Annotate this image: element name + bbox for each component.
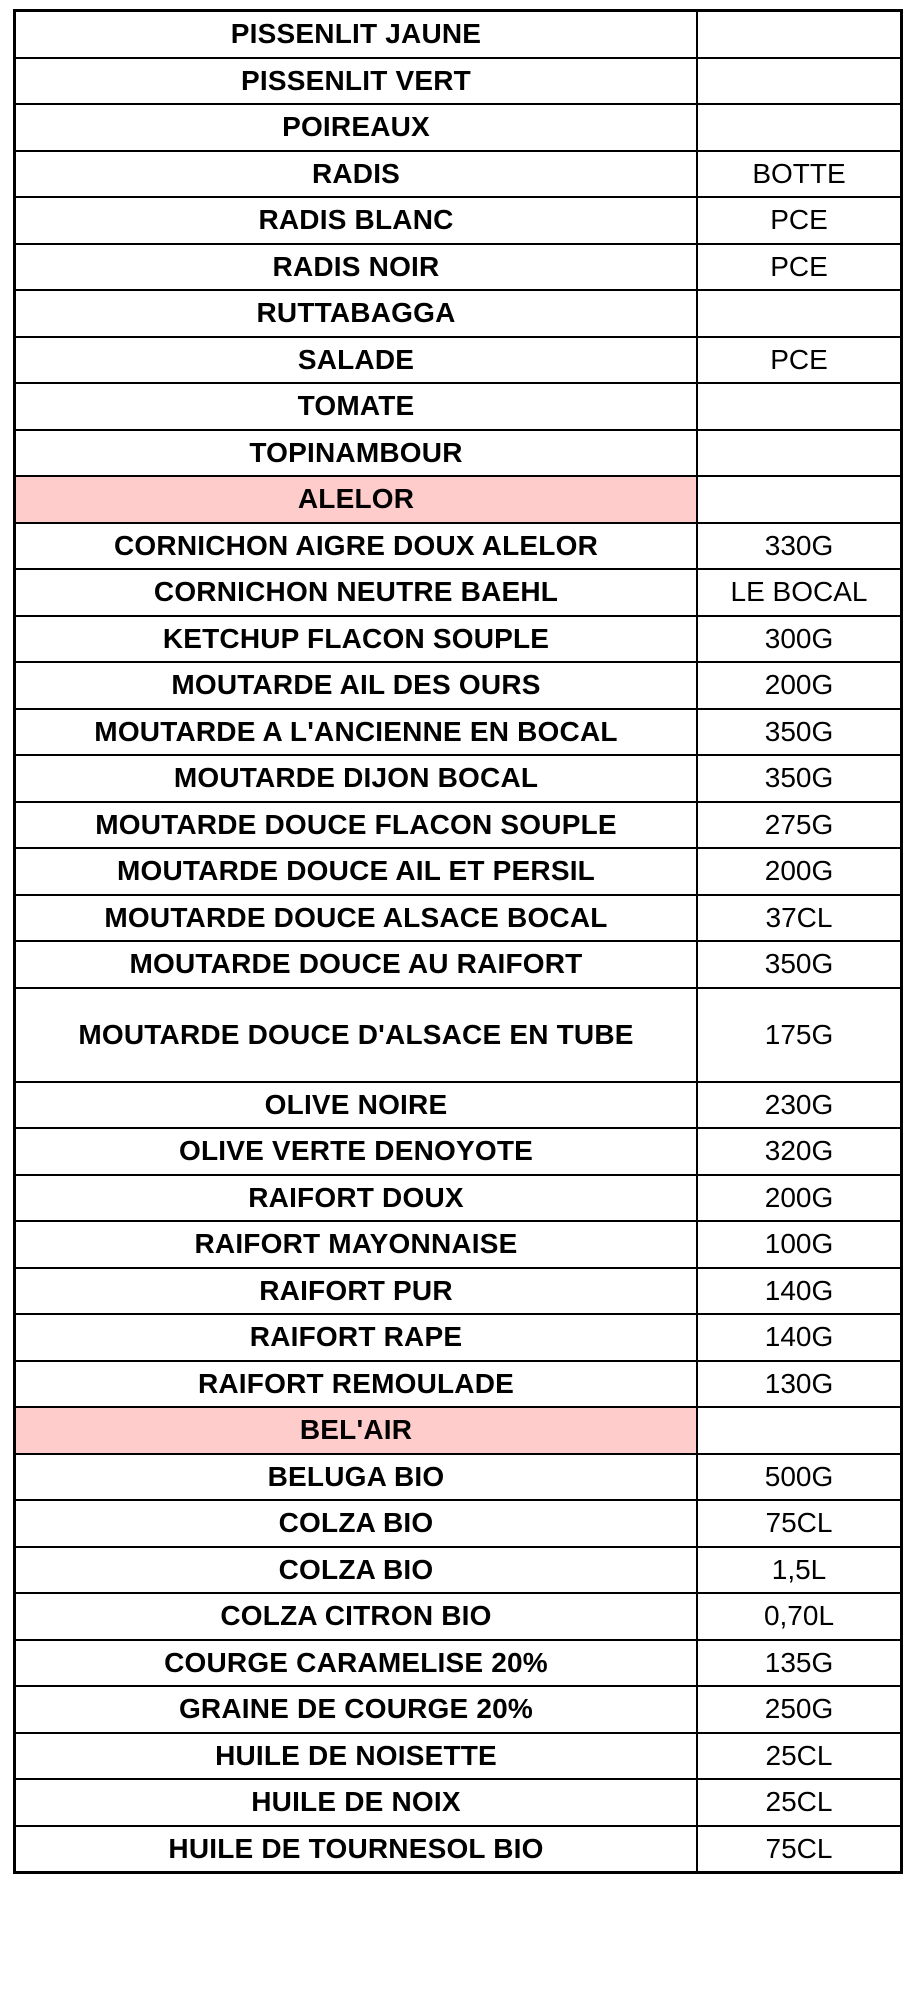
table-row [15,662,902,709]
product-name-cell[interactable]: TOPINAMBOUR [15,430,698,477]
product-name-cell[interactable]: RADIS NOIR [15,244,698,291]
table-row [15,383,902,430]
unit-cell[interactable]: 350G [697,755,902,802]
unit-cell[interactable] [697,104,902,151]
unit-cell[interactable]: 200G [697,1175,902,1222]
unit-cell[interactable]: 320G [697,1128,902,1175]
product-name-cell[interactable]: RAIFORT REMOULADE [15,1361,698,1408]
table-row [15,616,902,663]
product-table-body [15,11,902,1873]
table-row [15,1547,902,1594]
product-name-cell[interactable]: SALADE [15,337,698,384]
section-header-row [15,1407,902,1454]
product-name-cell[interactable]: COLZA BIO [15,1500,698,1547]
product-name-cell[interactable]: MOUTARDE DOUCE AIL ET PERSIL [15,848,698,895]
unit-cell[interactable]: 175G [697,988,902,1082]
section-title[interactable]: ALELOR [15,476,698,523]
table-row [15,1454,902,1501]
product-name-cell[interactable]: RUTTABAGGA [15,290,698,337]
product-name-cell[interactable]: MOUTARDE DOUCE FLACON SOUPLE [15,802,698,849]
product-name-cell[interactable]: MOUTARDE DOUCE D'ALSACE EN TUBE [15,988,698,1082]
product-name-cell[interactable]: HUILE DE NOIX [15,1779,698,1826]
product-name-cell[interactable]: MOUTARDE DOUCE ALSACE BOCAL [15,895,698,942]
product-name-cell[interactable]: POIREAUX [15,104,698,151]
unit-cell[interactable]: 140G [697,1268,902,1315]
unit-cell[interactable]: PCE [697,244,902,291]
table-row [15,1733,902,1780]
unit-cell[interactable]: 330G [697,523,902,570]
product-name-cell[interactable]: COLZA BIO [15,1547,698,1594]
unit-cell[interactable]: 250G [697,1686,902,1733]
unit-cell[interactable]: 500G [697,1454,902,1501]
table-row [15,523,902,570]
table-row [15,802,902,849]
unit-cell[interactable]: 100G [697,1221,902,1268]
product-name-cell[interactable]: RADIS [15,151,698,198]
product-name-cell[interactable]: MOUTARDE DIJON BOCAL [15,755,698,802]
table-row [15,1640,902,1687]
product-name-cell[interactable]: RADIS BLANC [15,197,698,244]
unit-cell[interactable] [697,290,902,337]
unit-cell[interactable]: 130G [697,1361,902,1408]
table-row [15,569,902,616]
table-row [15,1779,902,1826]
table-row [15,337,902,384]
product-name-cell[interactable]: TOMATE [15,383,698,430]
section-title[interactable]: BEL'AIR [15,1407,698,1454]
product-name-cell[interactable]: HUILE DE NOISETTE [15,1733,698,1780]
product-name-cell[interactable]: HUILE DE TOURNESOL BIO [15,1826,698,1873]
table-row [15,290,902,337]
product-name-cell[interactable]: RAIFORT RAPE [15,1314,698,1361]
product-name-cell[interactable]: OLIVE VERTE DENOYOTE [15,1128,698,1175]
unit-cell[interactable]: 135G [697,1640,902,1687]
product-name-cell[interactable]: PISSENLIT VERT [15,58,698,105]
product-name-cell[interactable]: COURGE CARAMELISE 20% [15,1640,698,1687]
unit-cell[interactable] [697,430,902,477]
unit-cell[interactable]: BOTTE [697,151,902,198]
product-name-cell[interactable]: MOUTARDE DOUCE AU RAIFORT [15,941,698,988]
table-row [15,430,902,477]
table-row [15,1500,902,1547]
table-row [15,1221,902,1268]
unit-cell[interactable]: PCE [697,337,902,384]
unit-cell[interactable]: 0,70L [697,1593,902,1640]
table-row [15,151,902,198]
unit-cell[interactable] [697,1407,902,1454]
product-name-cell[interactable]: RAIFORT MAYONNAISE [15,1221,698,1268]
table-row [15,11,902,58]
table-row [15,941,902,988]
product-name-cell[interactable]: RAIFORT PUR [15,1268,698,1315]
unit-cell[interactable]: 140G [697,1314,902,1361]
table-row [15,1361,902,1408]
table-row [15,1593,902,1640]
product-name-cell[interactable]: MOUTARDE AIL DES OURS [15,662,698,709]
unit-cell[interactable]: 230G [697,1082,902,1129]
unit-cell[interactable]: 200G [697,662,902,709]
unit-cell[interactable]: 350G [697,709,902,756]
table-row [15,988,902,1082]
table-row [15,58,902,105]
product-name-cell[interactable]: MOUTARDE A L'ANCIENNE EN BOCAL [15,709,698,756]
product-name-cell[interactable]: GRAINE DE COURGE 20% [15,1686,698,1733]
product-table [13,9,903,1874]
table-row [15,1268,902,1315]
table-row [15,197,902,244]
product-name-cell[interactable]: RAIFORT DOUX [15,1175,698,1222]
unit-cell[interactable]: 1,5L [697,1547,902,1594]
unit-cell[interactable]: 25CL [697,1779,902,1826]
table-row [15,895,902,942]
unit-cell[interactable] [697,11,902,58]
product-name-cell[interactable]: CORNICHON NEUTRE BAEHL [15,569,698,616]
unit-cell[interactable]: 75CL [697,1826,902,1873]
unit-cell[interactable]: 350G [697,941,902,988]
table-row [15,104,902,151]
table-row [15,709,902,756]
unit-cell[interactable]: 275G [697,802,902,849]
table-row [15,755,902,802]
unit-cell[interactable]: 200G [697,848,902,895]
table-row [15,244,902,291]
table-row [15,1128,902,1175]
product-name-cell[interactable]: PISSENLIT JAUNE [15,11,698,58]
product-name-cell[interactable]: COLZA CITRON BIO [15,1593,698,1640]
unit-cell[interactable]: PCE [697,197,902,244]
unit-cell[interactable]: 300G [697,616,902,663]
unit-cell[interactable]: 75CL [697,1500,902,1547]
product-name-cell[interactable]: BELUGA BIO [15,1454,698,1501]
unit-cell[interactable] [697,383,902,430]
table-row [15,1314,902,1361]
unit-cell[interactable]: 37CL [697,895,902,942]
section-header-row [15,476,902,523]
table-row [15,848,902,895]
unit-cell[interactable] [697,476,902,523]
product-name-cell[interactable]: KETCHUP FLACON SOUPLE [15,616,698,663]
product-name-cell[interactable]: CORNICHON AIGRE DOUX ALELOR [15,523,698,570]
table-row [15,1082,902,1129]
product-name-cell[interactable]: OLIVE NOIRE [15,1082,698,1129]
unit-cell[interactable] [697,58,902,105]
table-row [15,1686,902,1733]
unit-cell[interactable]: LE BOCAL [697,569,902,616]
unit-cell[interactable]: 25CL [697,1733,902,1780]
table-row [15,1826,902,1873]
table-row [15,1175,902,1222]
